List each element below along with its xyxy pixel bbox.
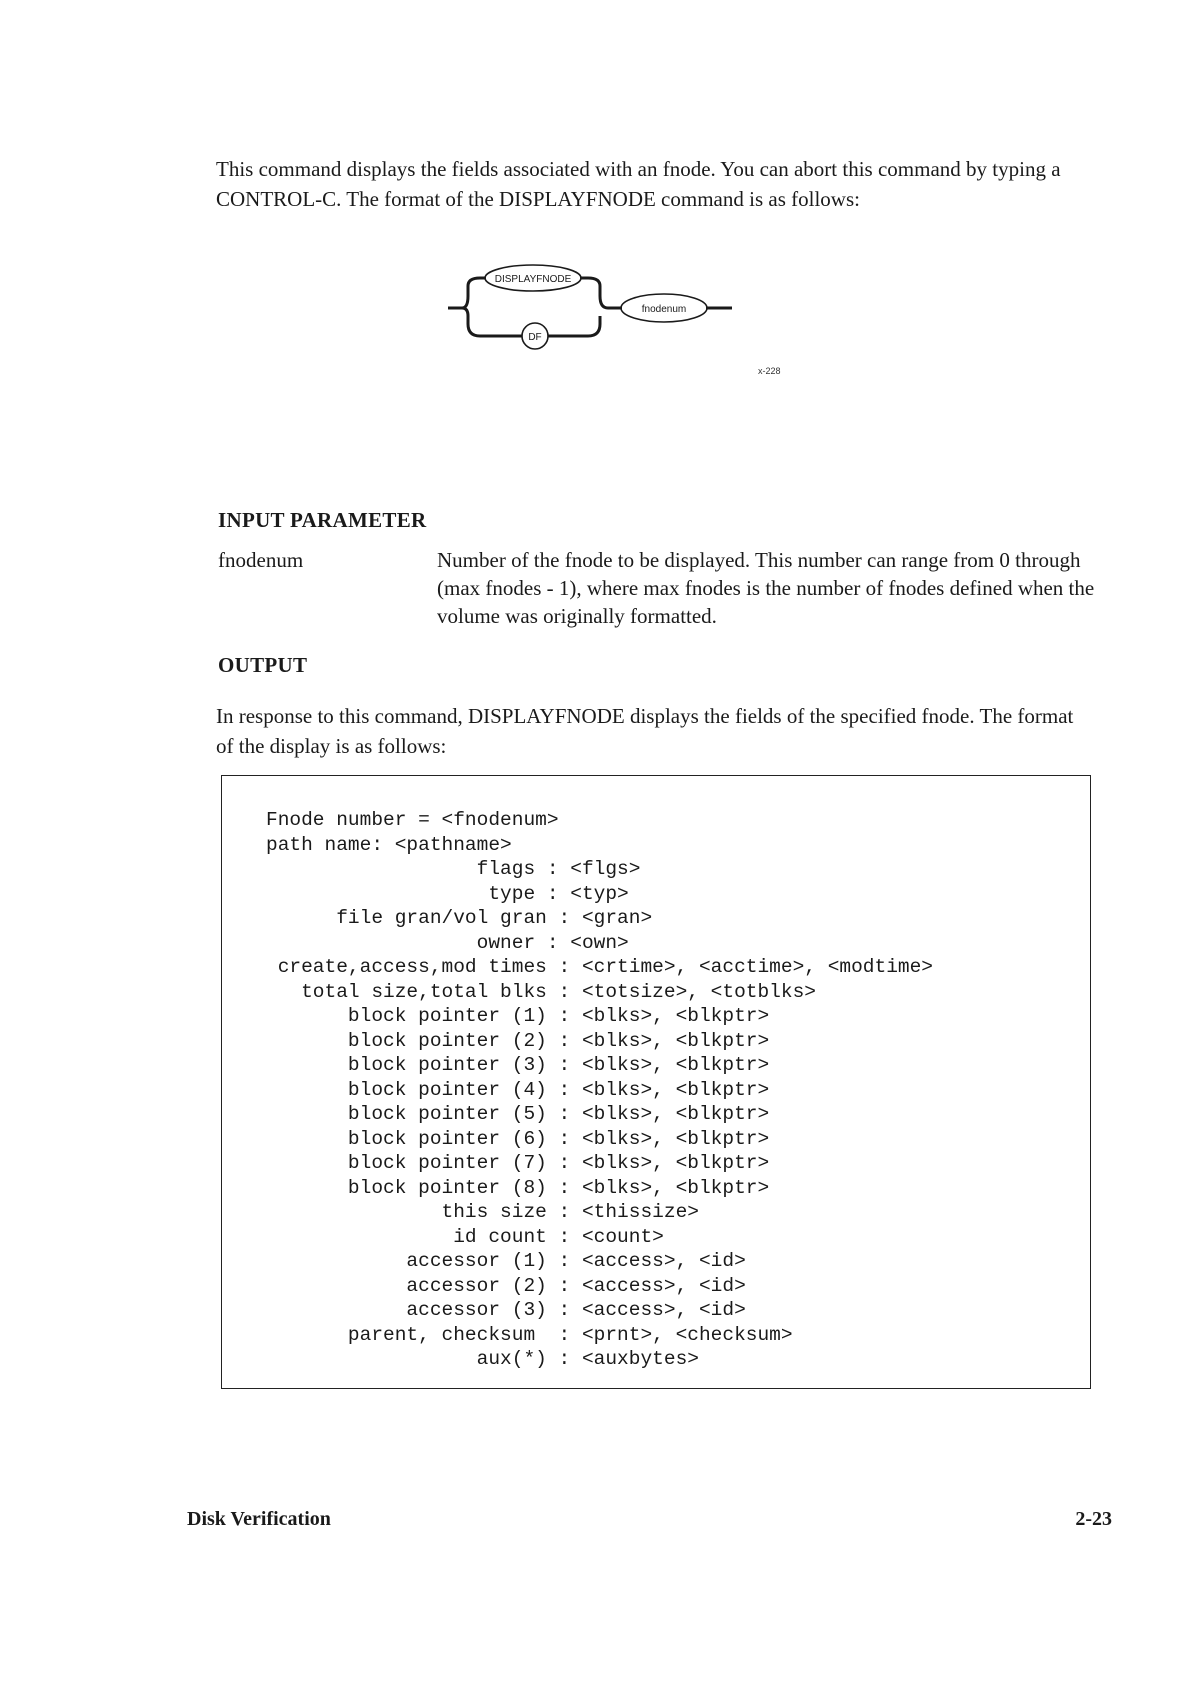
listing-line: file gran/vol gran : <gran>	[266, 907, 653, 929]
listing-line: aux(*) : <auxbytes>	[266, 1348, 699, 1370]
listing-line: block pointer (3) : <blks>, <blkptr>	[266, 1054, 770, 1076]
listing-line: type : <typ>	[266, 882, 629, 905]
listing-line: id count : <count>	[266, 1225, 664, 1248]
footer-section-title: Disk Verification	[187, 1508, 331, 1530]
output-description: In response to this command, DISPLAYFNODE displays the fields of the specified fnode. The format of the display is as follows:	[216, 704, 1074, 758]
listing-line: block pointer (5) : <blks>, <blkptr>	[266, 1103, 770, 1125]
listing-line: path name: <pathname>	[266, 833, 512, 856]
command-oval-label: DISPLAYFNODE	[494, 274, 572, 285]
listing-line: create,access,mod times : <crtime>, <acctime>, <modtime>	[266, 956, 934, 978]
input-parameter-heading: INPUT PARAMETER	[218, 508, 427, 532]
listing-line: Fnode number = <fnodenum>	[266, 809, 559, 831]
listing-line: block pointer (7) : <blks>, <blkptr>	[266, 1152, 770, 1174]
listing-line: accessor (1) : <access>, <id>	[266, 1250, 746, 1272]
listing-line: block pointer (8) : <blks>, <blkptr>	[266, 1176, 770, 1199]
listing-line: block pointer (2) : <blks>, <blkptr>	[266, 1029, 770, 1052]
listing-line: total size,total blks : <totsize>, <totblks>	[266, 980, 816, 1003]
listing-line: owner : <own>	[266, 931, 629, 954]
listing-line: parent, checksum : <prnt>, <checksum>	[266, 1323, 793, 1346]
parameter-description: Number of the fnode to be displayed. This number can range from 0 through (max fnodes - 1), where max fnodes is the number of fnodes defined when the volume was originally formatted.	[437, 548, 1095, 628]
footer-page-number: 2-23	[1075, 1508, 1112, 1530]
abbrev-circle-label: DF	[528, 332, 542, 343]
intro-paragraph: This command displays the fields associated with an fnode. You can abort this command by typing a CONTROL-C. The format of the DISPLAYFNODE command is as follows:	[216, 157, 1061, 211]
display-format-listing	[266, 808, 933, 1372]
listing-line: block pointer (6) : <blks>, <blkptr>	[266, 1127, 770, 1150]
listing-line: block pointer (1) : <blks>, <blkptr>	[266, 1005, 770, 1027]
listing-line: block pointer (4) : <blks>, <blkptr>	[266, 1078, 770, 1101]
output-heading: OUTPUT	[218, 653, 308, 677]
listing-line: flags : <flgs>	[266, 858, 641, 880]
figure-reference: x-228	[758, 366, 781, 376]
listing-line: accessor (3) : <access>, <id>	[266, 1299, 746, 1321]
listing-line: this size : <thissize>	[266, 1201, 699, 1223]
listing-line: accessor (2) : <access>, <id>	[266, 1274, 746, 1297]
syntax-diagram	[440, 256, 740, 366]
parameter-name: fnodenum	[218, 548, 304, 572]
param-oval-label: fnodenum	[641, 304, 687, 315]
